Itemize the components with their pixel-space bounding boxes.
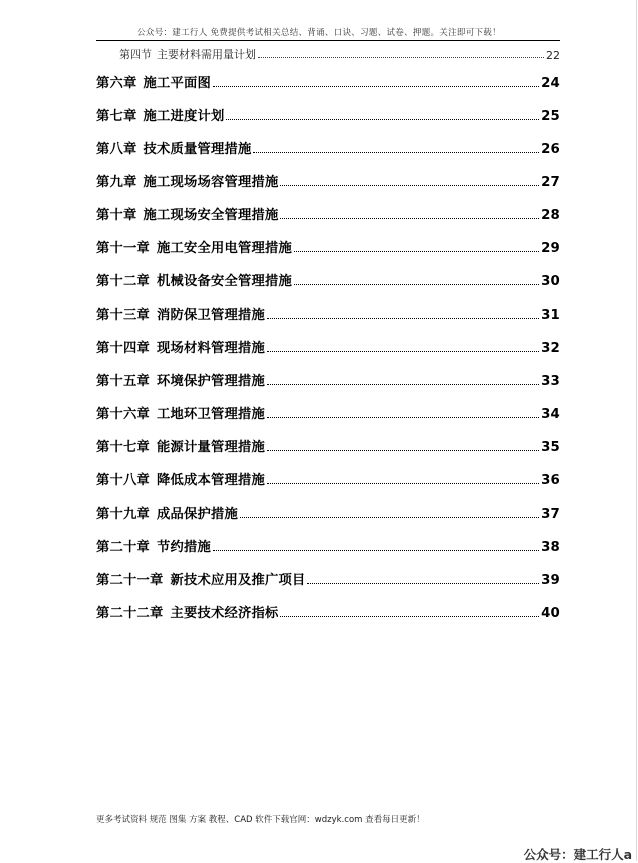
toc-chapter-title: 成品保护措施: [157, 507, 238, 522]
toc-entry[interactable]: [96, 271, 560, 289]
toc-entry[interactable]: [96, 205, 560, 223]
dot-leader: [267, 483, 539, 484]
toc-chapter-number: 第二十二章: [96, 606, 164, 621]
toc-entry-label: [96, 602, 278, 621]
toc-page-number: 22: [546, 49, 560, 62]
toc-entry-label: [96, 403, 265, 422]
toc-chapter-number: 第十四章: [96, 341, 150, 356]
toc-entry-label: [96, 436, 265, 455]
toc-entry-label: [96, 469, 265, 488]
toc-entry[interactable]: [96, 570, 560, 588]
toc-entry-label: [96, 337, 265, 356]
dot-leader: [258, 57, 544, 58]
toc-page-number: 29: [541, 241, 560, 256]
dot-leader: [253, 152, 539, 153]
toc-chapter-title: 新技术应用及推广项目: [170, 573, 306, 588]
toc-entry[interactable]: [96, 404, 560, 422]
toc-page-number: 31: [541, 308, 560, 323]
dot-leader: [267, 351, 539, 352]
toc-page-number: 37: [541, 507, 560, 522]
toc-chapter-number: 第十六章: [96, 407, 150, 422]
toc-entry[interactable]: [96, 603, 560, 621]
toc-chapter-title: 环境保护管理措施: [157, 374, 265, 389]
toc-page-number: 26: [541, 142, 560, 157]
toc-chapter-title: 能源计量管理措施: [157, 440, 265, 455]
toc-entry-label: [96, 370, 265, 389]
toc-page-number: 33: [541, 374, 560, 389]
toc-entry[interactable]: [96, 537, 560, 555]
toc-chapter-number: 第十九章: [96, 507, 150, 522]
toc-section-number: 第四节: [119, 48, 152, 61]
toc-chapter-number: 第九章: [96, 175, 137, 190]
toc-page-number: 35: [541, 440, 560, 455]
toc-entry[interactable]: [96, 106, 560, 124]
toc-chapter-title: 工地环卫管理措施: [157, 407, 265, 422]
header-rule: [96, 40, 560, 41]
toc-page-number: 28: [541, 208, 560, 223]
toc-entry-label: [96, 270, 292, 289]
toc-chapter-number: 第二十一章: [96, 573, 164, 588]
toc-chapter-title: 现场材料管理措施: [157, 341, 265, 356]
toc-chapter-number: 第八章: [96, 142, 137, 157]
toc-page-number: 40: [541, 606, 560, 621]
toc-entry[interactable]: [96, 371, 560, 389]
toc-chapter-number: 第十七章: [96, 440, 150, 455]
toc-entry[interactable]: [96, 238, 560, 256]
toc-chapter-number: 第十八章: [96, 473, 150, 488]
dot-leader: [267, 318, 539, 319]
toc-chapter-title: 施工安全用电管理措施: [157, 241, 292, 256]
dot-leader: [280, 616, 539, 617]
toc-chapter-title: 施工平面图: [143, 76, 211, 91]
watermark-text: 公众号：建工行人a: [523, 847, 632, 862]
toc-chapter-number: 第六章: [96, 76, 137, 91]
dot-leader: [294, 251, 539, 252]
toc-page-number: 30: [541, 274, 560, 289]
toc-page-number: 24: [541, 76, 560, 91]
toc-chapter-title: 降低成本管理措施: [157, 473, 265, 488]
toc-chapter-number: 第十五章: [96, 374, 150, 389]
dot-leader: [294, 284, 539, 285]
footer-note: 更多考试资料 规范 图集 方案 教程、CAD 软件下载官网：wdzyk.com 查看每日更新！: [96, 815, 425, 825]
toc-entry[interactable]: [96, 139, 560, 157]
dot-leader: [213, 550, 539, 551]
toc-page-number: 38: [541, 540, 560, 555]
toc-entry-label: [96, 237, 292, 256]
toc-page-number: 34: [541, 407, 560, 422]
toc-entry-label: [96, 503, 238, 522]
toc-page-number: 36: [541, 473, 560, 488]
toc-entry[interactable]: [96, 172, 560, 190]
toc-entry-section[interactable]: [119, 44, 560, 62]
toc-entry[interactable]: [96, 504, 560, 522]
toc-entry[interactable]: [96, 470, 560, 488]
toc-chapter-number: 第十一章: [96, 241, 150, 256]
toc-entry-label: [96, 72, 211, 91]
dot-leader: [280, 218, 539, 219]
toc-entry[interactable]: [96, 73, 560, 91]
toc-chapter-number: 第七章: [96, 109, 137, 124]
dot-leader: [280, 185, 539, 186]
toc-entry-label: [119, 46, 256, 62]
toc-chapter-title: 消防保卫管理措施: [157, 308, 265, 323]
dot-leader: [267, 450, 539, 451]
toc-entry-label: [96, 536, 211, 555]
toc-entry[interactable]: [96, 437, 560, 455]
header-note: 公众号：建工行人 免费提供考试相关总结、背诵、口诀、习题、试卷、押题。关注即可下载！: [137, 28, 501, 38]
dot-leader: [226, 119, 539, 120]
toc-page-number: 27: [541, 175, 560, 190]
toc-chapter-title: 机械设备安全管理措施: [157, 274, 292, 289]
dot-leader: [267, 384, 539, 385]
toc-page-number: 25: [541, 109, 560, 124]
dot-leader: [213, 86, 539, 87]
toc-entry-label: [96, 105, 224, 124]
toc-entry[interactable]: [96, 338, 560, 356]
toc-chapter-number: 第十章: [96, 208, 137, 223]
toc-section-title: 主要材料需用量计划: [157, 48, 256, 61]
toc-entry-label: [96, 304, 265, 323]
toc-page-number: 39: [541, 573, 560, 588]
toc-chapter-number: 第十三章: [96, 308, 150, 323]
toc-page-number: 32: [541, 341, 560, 356]
toc-entry-label: [96, 171, 278, 190]
toc-entry[interactable]: [96, 305, 560, 323]
dot-leader: [267, 417, 539, 418]
toc-chapter-title: 节约措施: [157, 540, 211, 555]
dot-leader: [307, 583, 539, 584]
toc-chapter-number: 第十二章: [96, 274, 150, 289]
toc-entry-label: [96, 569, 305, 588]
toc-chapter-title: 主要技术经济指标: [170, 606, 279, 621]
toc-chapter-title: 施工进度计划: [143, 109, 225, 124]
toc-chapter-number: 第二十章: [96, 540, 150, 555]
toc-entry-label: [96, 138, 251, 157]
toc-chapter-title: 技术质量管理措施: [143, 142, 252, 157]
toc-chapter-title: 施工现场场容管理措施: [143, 175, 279, 190]
toc-entry-label: [96, 204, 278, 223]
toc-chapter-title: 施工现场安全管理措施: [143, 208, 279, 223]
dot-leader: [240, 517, 539, 518]
